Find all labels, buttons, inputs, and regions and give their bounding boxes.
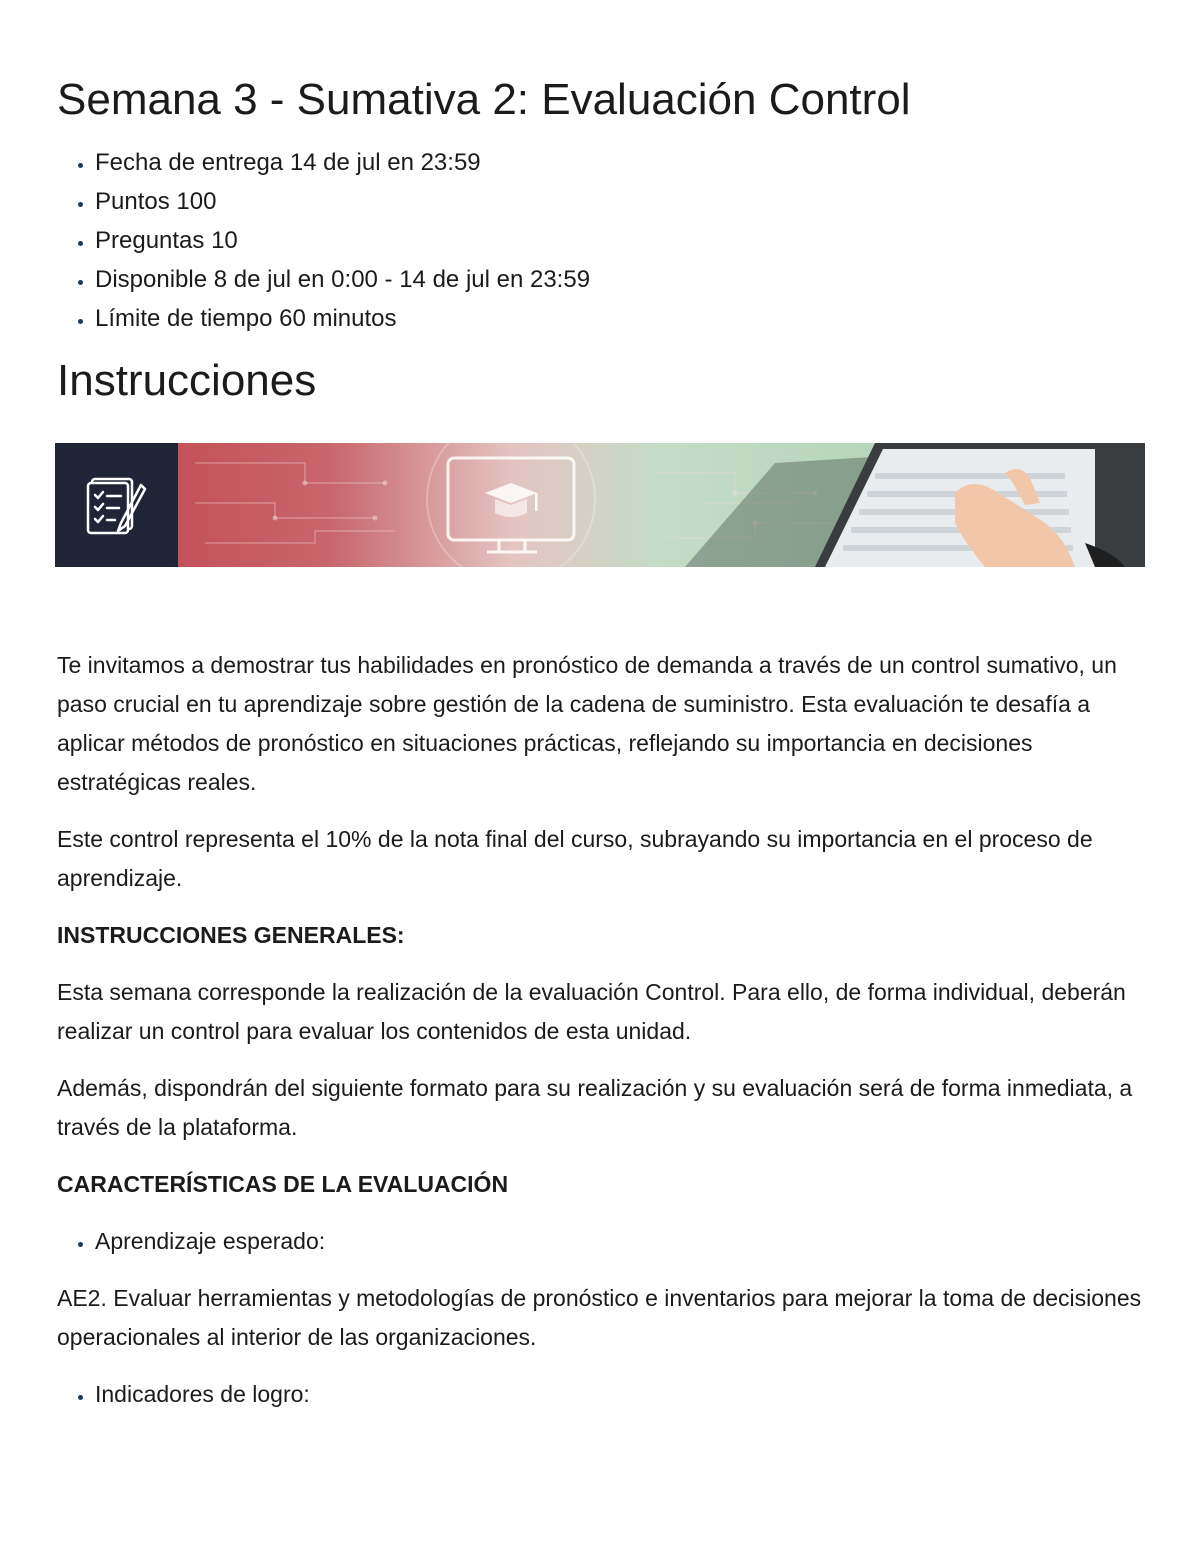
time-limit-item	[95, 299, 1145, 338]
instructions-banner	[55, 443, 1145, 567]
time-limit-value: 60 minutos	[279, 305, 397, 332]
intro-paragraph: Te invitamos a demostrar tus habilidades en pronóstico de demanda a través de un control sumativo, un paso crucial en tu aprendizaje sobre gestión de la cadena de suministro. Esta evaluación te desafía a aplicar métodos de pronóstico en situaciones prácticas, reflejando su importancia en decisiones estratégicas reales.	[57, 652, 1117, 795]
expected-learning-item: • Aprendizaje esperado:	[95, 1222, 1145, 1261]
available-label: Disponible	[95, 266, 208, 293]
page-title: Semana 3 - Sumativa 2: Evaluación Control	[57, 75, 911, 124]
format-paragraph: Además, dispondrán del siguiente formato para su realización y su evaluación será de forma inmediata, a través de la plataforma.	[57, 1075, 1133, 1140]
time-limit-label: Límite de tiempo	[95, 305, 273, 332]
due-date-value: 14 de jul en 23:59	[289, 149, 481, 176]
questions-value: 10	[211, 227, 238, 254]
achievement-indicators-list	[57, 1375, 1145, 1414]
available-value: 8 de jul en 0:00 - 14 de jul en 23:59	[213, 266, 591, 293]
instructions-body	[57, 646, 1145, 1414]
due-date-item	[95, 143, 1145, 182]
available-item	[95, 260, 1145, 299]
general-instructions-paragraph: Esta semana corresponde la realización de la evaluación Control. Para ello, de forma individual, deberán realizar un control para evaluar los contenidos de esta unidad.	[57, 979, 1126, 1044]
general-instructions-heading: INSTRUCCIONES GENERALES:	[57, 922, 405, 948]
questions-item	[95, 221, 1145, 260]
points-value: 100	[176, 188, 217, 215]
due-date-label: Fecha de entrega	[95, 149, 284, 176]
quiz-details-list	[57, 143, 1145, 338]
evaluation-characteristics-heading: CARACTERÍSTICAS DE LA EVALUACIÓN	[57, 1171, 509, 1197]
questions-label: Preguntas	[95, 227, 205, 254]
expected-learning-list	[57, 1222, 1145, 1261]
learning-outcome-paragraph: AE2. Evaluar herramientas y metodologías de pronóstico e inventarios para mejorar la toma de decisiones operacionales al interior de las organizaciones.	[57, 1285, 1142, 1350]
weight-paragraph: Este control representa el 10% de la nota final del curso, subrayando su importancia en el proceso de aprendizaje.	[57, 826, 1093, 891]
instructions-heading: Instrucciones	[57, 356, 317, 405]
achievement-indicators-item: • Indicadores de logro:	[95, 1375, 1145, 1414]
points-item	[95, 182, 1145, 221]
points-label: Puntos	[95, 188, 170, 215]
